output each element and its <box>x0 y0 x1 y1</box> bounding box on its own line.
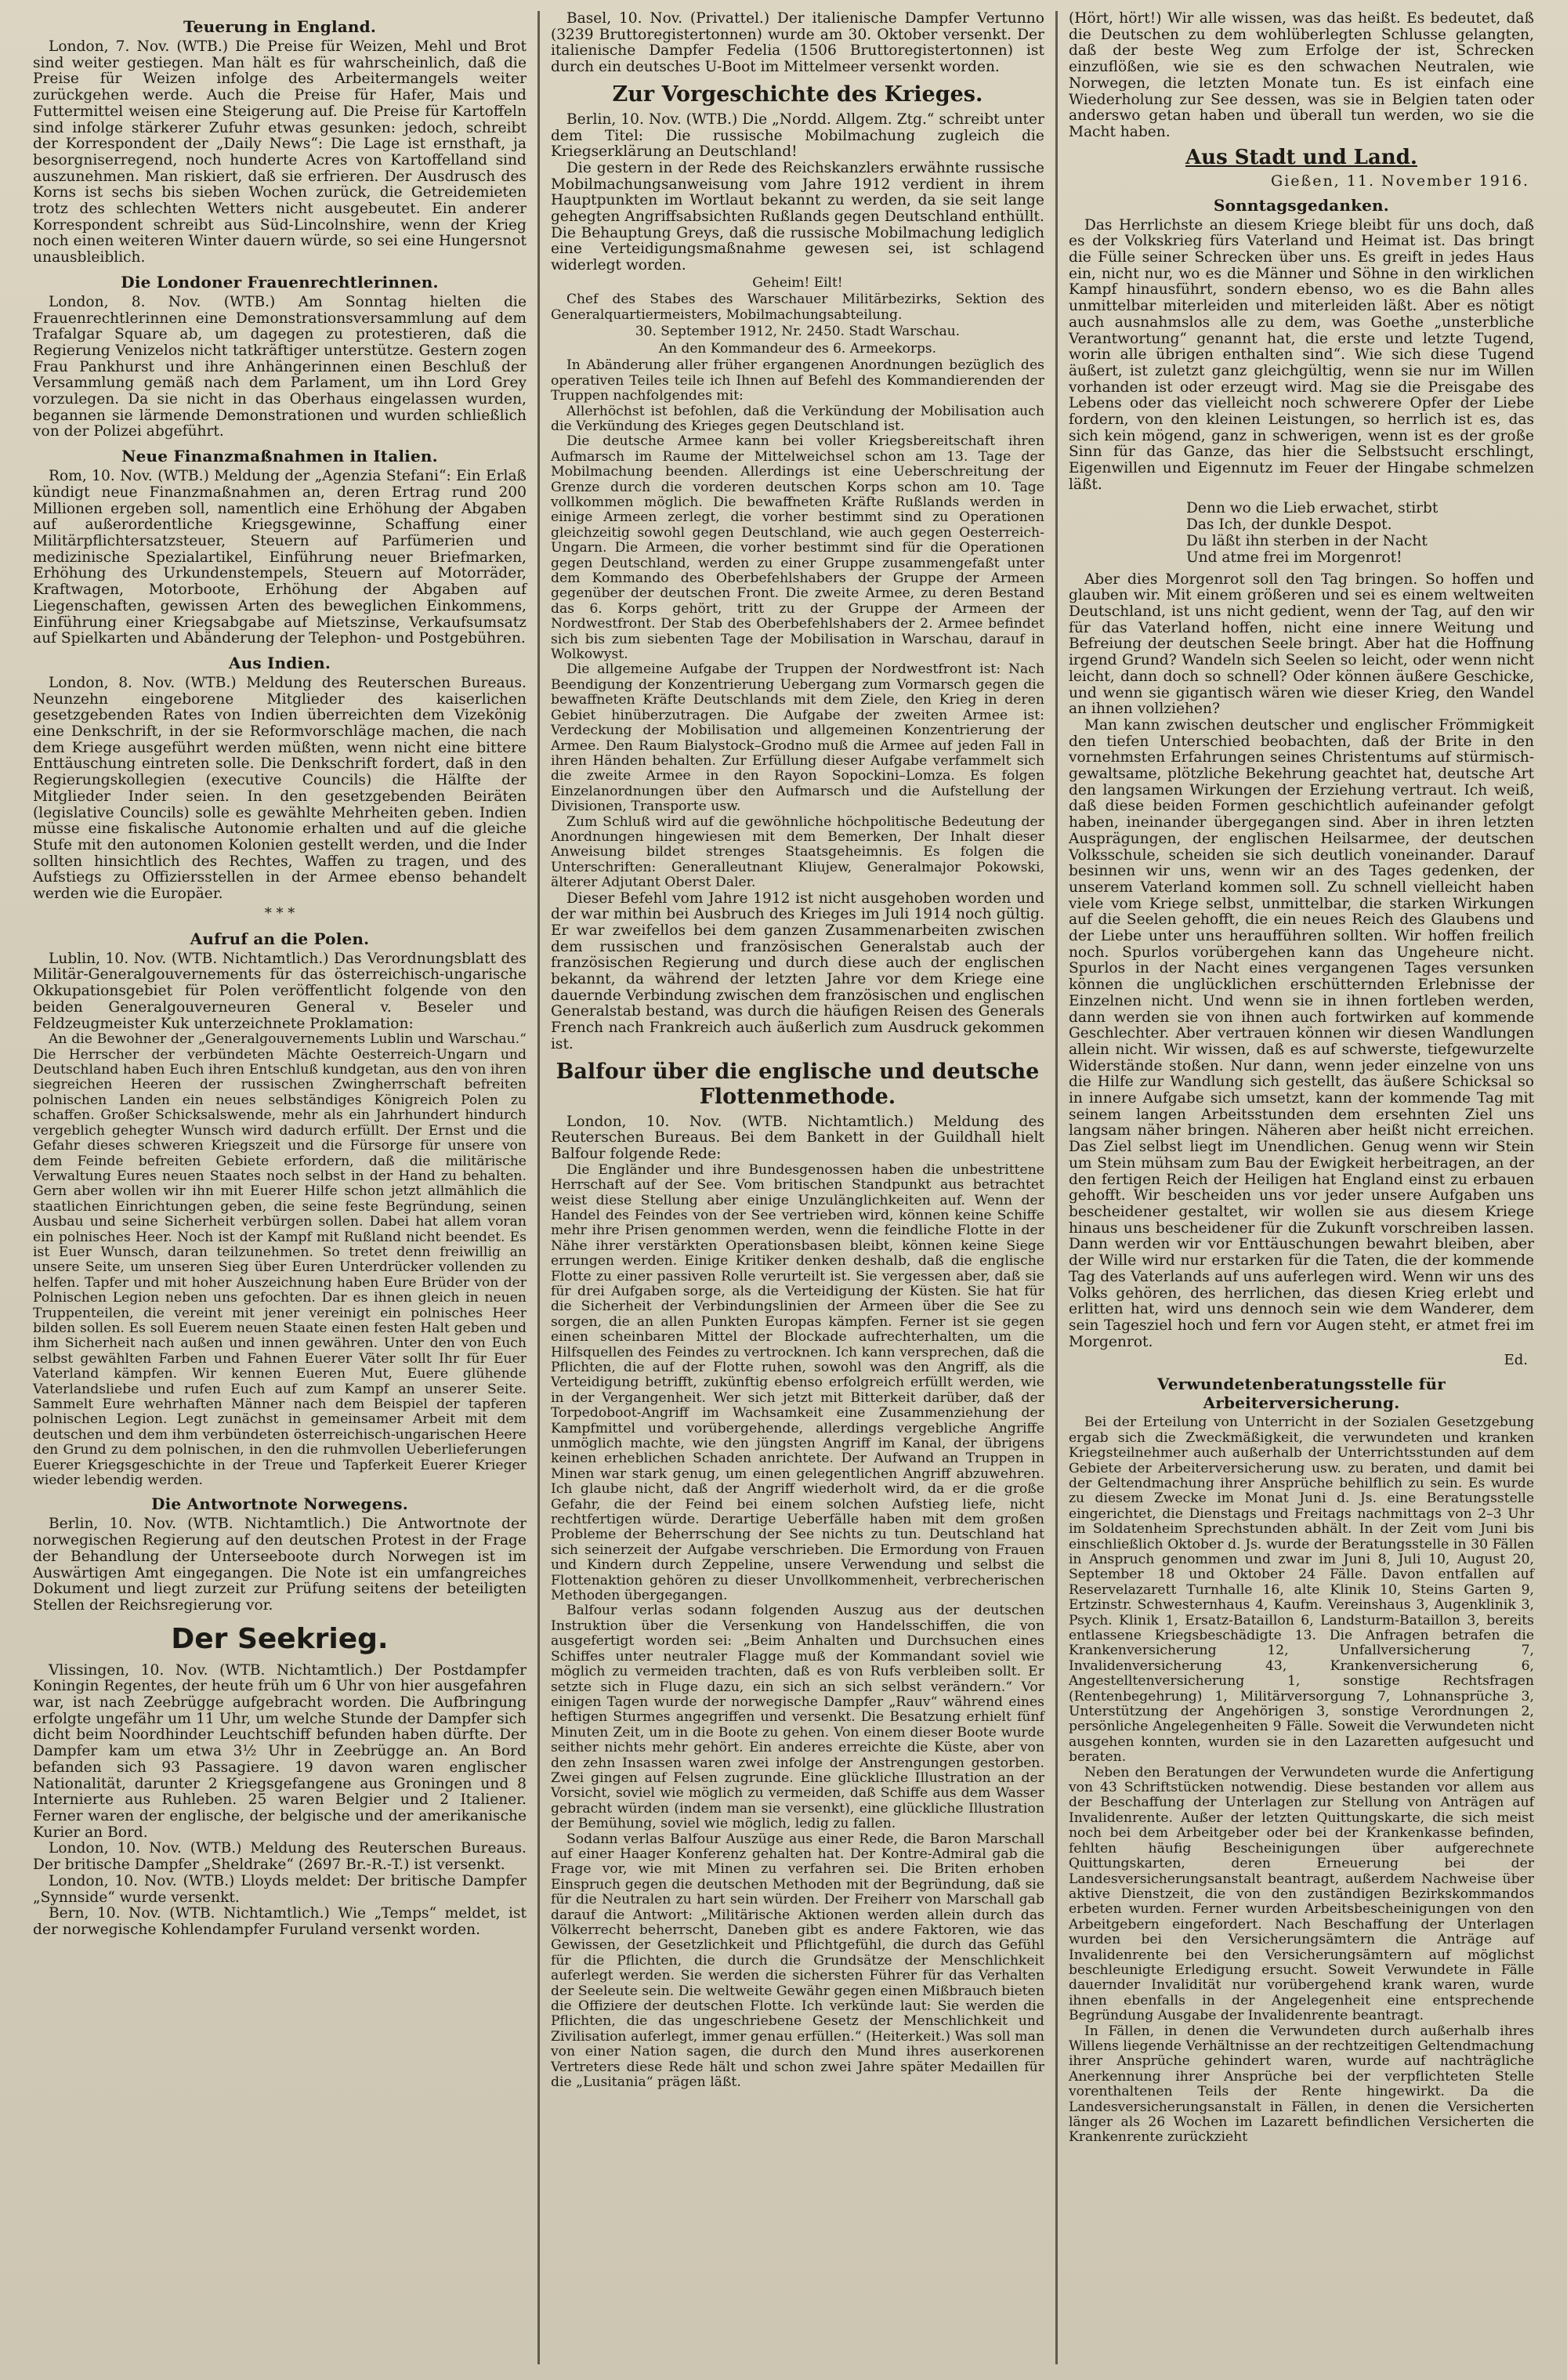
document-paragraph: Die allgemeine Aufgabe der Truppen der Nordwestfront ist: Nach Beendigung der Konzentrierung Uebergang zum Vormarsch gegen die bewaffneten Kräfte Deutschlands mit dem Ziele, den Krieg in deren Gebiet hinüberzutragen. Die Aufgabe der zweiten Armee ist: Verdeckung der Mobilisation und allgemeinen Konzentrierung der Armee. Den Raum Bialystock–Grodno muß die Armee auf jeden Fall in ihren Händen behalten. Zur Erfüllung dieser Aufgabe verfammelt sich die zweite Armee in den Rayon Sopockini–Lomza. Es folgen Einzelanordnungen über den Aufmarsch und die Aufstellung der Divisionen, Transporte usw. <box>550 661 1044 815</box>
article-paragraph: London, 7. Nov. (WTB.) Die Preise für Weizen, Mehl und Brot sind weiter gestiegen. Man hält es für wahrscheinlich, daß die Preise für Weizen infolge des Arbeitermangels weiter zurückgehen werde. Auch die Preise für Hafer, Mais und Futtermittel weisen eine Steigerung auf. Die Preise für Kartoffeln sind infolge stärkerer Zufuhr etwas gesunken: jedoch, schreibt der Korrespondent der „Daily News“: Die Lage ist ernsthaft, ja besorgniserregend, noch hunderte Acres von Kartoffelland sind auszunehmen. Man riskiert, daß sie erfrieren. Der Ausdrusch des Korns ist sechs bis sieben Wochen zurück, die Getreidemieten trotz des schlechten Wetters nicht ausgebeutet. Ein anderer Korrespondent schreibt aus Süd-Lincolnshire, wenn der Krieg noch einen weiteren Winter dauern würde, so sei eine Hungersnot unausbleiblich. <box>33 38 527 266</box>
document-paragraph: Allerhöchst ist befohlen, daß die Verkündung der Mobilisation auch die Verkündung des Krieges gegen Deutschland ist. <box>550 403 1044 434</box>
article-paragraph: (Hört, hört!) Wir alle wissen, was das heißt. Es bedeutet, daß die Deutschen zu dem wohlüberlegten Schlusse gelangten, daß der beste Weg zum Erfolge der ist, Schrecken einzuflößen, wie sie es den schwachen Neutralen, wie Norwegen, die letzten Monate tun. Es ist einfach eine Wiederholung zur See dessen, was sie in Belgien taten oder anderswo getan haben und überall tun werden, wo sie die Macht haben. <box>1068 11 1535 140</box>
column-1 <box>22 11 537 2364</box>
article-title: Neue Finanzmaßnahmen in Italien. <box>121 447 438 466</box>
article-paragraph: Die Engländer und ihre Bundesgenossen haben die unbestrittene Herrschaft auf der See. Vom britischen Standpunkt aus betrachtet weist diese Stellung aber einige Unzulänglichkeiten auf. Wenn der Handel des Feindes von der See vertrieben wird, können keine Schiffe mehr ihre Prisen genommen werden, wenn die feindliche Flotte in der Nähe ihrer verstärkten Operationsbasen bleibt, können keine Siege errungen werden. Einige Kritiker denken deshalb, daß die englische Flotte zu einer passiven Rolle verurteilt ist. Sie vergessen aber, daß sie für drei Aufgaben sorge, als die Verteidigung der Küsten. Sie hat für die Sicherheit der Verbindungslinien der Armeen über die See zu sorgen, die an allen Punkten Europas kämpfen. Ferner ist sie gegen einen scheinbaren Mittel der Blockade aufrechterhalten, um die Hilfsquellen des Feindes zu vertrocknen. Ich kann versprechen, daß die Pflichten, die auf der Flotte ruhen, sowohl was den Angriff, als die Verteidigung betrifft, zukünftig ebenso erfolgreich erfüllt werden, wie in der Vergangenheit. Wer sich jetzt mit Bitterkeit darüber, daß der Torpedoboot-Angriff im Wachsamkeit eine Zusammenziehung der Kampfmittel und vorübergehende, allerdings vergebliche Angriffe unmöglich machte, wie den jüngsten Angriff im Kanal, der übrigens keinen erheblichen Schaden anrichtete. Der Aufwand an Truppen in Minen war stark genug, um einen gelegentlichen Angriff abzuwehren. Ich glaube nicht, daß der Angriff wiederholt wird, da er die große Gefahr, die der Feind bei einem solchen Aufstieg liefe, nicht rechtfertigen würde. Derartige Ueberfälle haben mit dem großen Probleme der Beherrschung der See nichts zu tun. Deutschland hat sich seinerzeit der Aufgabe verschrieben. Die Ermordung von Frauen und Kindern durch Zeppeline, unsere Verwendung und selbst die Flottenaktion gehören zu dieser Unvollkommenheit, verbrecherischen Methoden übergegangen. <box>550 1161 1044 1604</box>
article-title: Teuerung in England. <box>183 17 377 36</box>
dateline: Gießen, 11. November 1916. <box>1271 172 1530 190</box>
article-paragraph: Balfour verlas sodann folgenden Auszug aus der deutschen Instruktion über die Versenkung von Handelsschiffen, die von ausgefertigt worden sei: „Beim Anhalten und Durchsuchen eines Schiffes unter neutraler Flagge muß der Kommandant soviel wie möglich zu vermeiden trachten, daß es von Rufs verbleiben sollt. Er setzte sich in Fluge dazu, ein sich an sich selbst verändern.“ Vor einigen Tagen wurde der norwegische Dampfer „Rauv“ während eines heftigen Sturmes angegriffen und versenkt. Die Besatzung erhielt fünf Minuten Zeit, um in die Boote zu gehen. Von einem dieser Boote wurde seither nichts mehr gehört. Ein anderes erreichte die Küste, aber von den zehn Insassen waren zwei infolge der Anstrengungen gestorben. Zwei gingen auf Felsen zugrunde. Eine glückliche Illustration an der Vorsicht, soviel wie möglich zu vermeiden, daß Schiffe aus dem Wasser gebracht würden (indem man sie versenkt), eine glückliche Illustration der Bemühung, soviel wie möglich, ledig zu fallen. <box>550 1603 1044 1832</box>
article-title: Verwundetenberatungsstelle für Arbeiterversicherung. <box>1156 1375 1446 1413</box>
poem-line: Das Ich, der dunkle Despot. <box>1185 516 1392 533</box>
article-paragraph: Berlin, 10. Nov. (WTB. Nichtamtlich.) Die Antwortnote der norwegischen Regierung auf den deutschen Protest in der Frage der Behandlung der Unterseeboote durch Norwegen ist im Auswärtigen Amt eingegangen. Die Note ist ein umfangreiches Dokument und liegt zurzeit zur Prüfung seitens der beteiligten Stellen der Reichsregierung vor. <box>33 1516 527 1614</box>
author-signature: Ed. <box>1504 1352 1529 1369</box>
article-paragraph: Die gestern in der Rede des Reichskanzlers erwähnte russische Mobilmachungsanweisung vom Jahre 1912 verdient in ihrem Hauptpunkten im Wortlaut bekannt zu werden, da sie seit lange gehegten Angriffsabsichten Rußlands gegen Deutschland enthüllt. Die Behauptung Greys, daß die russische Mobilmachung lediglich eine Verteidigungsmaßnahme gewesen sei, ist schlagend widerlegt worden. <box>550 159 1044 274</box>
speech-text <box>551 1163 1044 2091</box>
column-3 <box>1058 11 1545 2364</box>
notice-text <box>1069 1415 1534 2146</box>
article-paragraph: Das Herrlichste an diesem Kriege bleibt für uns doch, daß es der Volkskrieg fürs Vaterland und Heimat ist. Das bringt die Fülle seiner Schrecken über uns. Es greift in jedes Haus ein, nicht nur, wo es die Männer und Söhne in den wirklichen Kampf hinausführt, sondern ebenso, wo es die Bahn alles unmittelbar miterleiden und miterleiden läßt. Aber es nötigt auch ausnahmslos alle zu dem, was Goethe „unsterbliche Verantwortung“ genannt hat, die erste und letzte Tugend, worin alle übrigen enthalten sind“. Wie sich diese Tugend äußert, ist zuletzt ganz gleichgültig, wenn sie nur im Willen vorhanden ist oder erzeugt wird. Mag sie die Preisgabe des Lebens oder das vielleicht noch schwerere Opfer der Liebe fordern, von den kleinen Leistungen, so herrlich ist es, das sich kein mögend, ganz in schwerigen, wenn ist es der große Sinn für das Ganze, das hier die Selbstsucht erschlingt, Eigenwillen und Eigennutz im Feuer der Hingabe schmelzen läßt. <box>1068 216 1535 493</box>
article-title: Die Antwortnote Norwegens. <box>151 1494 408 1514</box>
poem-line: Und atme frei im Morgenrot! <box>1185 549 1402 566</box>
poem <box>1186 500 1534 566</box>
separator-asterisks: * * * <box>264 904 295 922</box>
article-paragraph: London, 10. Nov. (WTB. Nichtamtlich.) Meldung des Reuterschen Bureaus. Bei dem Bankett in der Guildhall hielt Balfour folgende Rede: <box>550 1113 1044 1162</box>
section-headline: Aus Stadt und Land. <box>1185 145 1417 169</box>
article-title: Aus Indien. <box>228 653 331 672</box>
article-paragraph: Aber dies Morgenrot soll den Tag bringen. So hoffen und glauben wir. Mit einem größeren und sei es einem weltweiten Deutschland, ist uns nicht gedient, wenn der Tag, auf den wir für das Vaterland hoffen, nicht eine innere Weitung und Befreiung der deutschen Seele bringt. Aber hat die Hoffnung irgend Grund? Wandeln sich Seelen so leicht, oder wenn nicht leicht, dann doch so schnell? Oder können äußere Geschicke, und wenn sie gigantisch wären wie dieser Krieg, den Wandel an ihnen vollziehen? <box>1068 571 1535 718</box>
article-paragraph: Lublin, 10. Nov. (WTB. Nichtamtlich.) Das Verordnungsblatt des Militär-Generalgouvernements für das österreichisch-ungarische Okkupationsgebiet für Polen veröffentlicht folgende von den beiden Generalgouverneuren General v. Beseler und Feldzeugmeister Kuk unterzeichnete Proklamation: <box>33 950 527 1032</box>
column-divider <box>537 11 540 2364</box>
article-title: Aufruf an die Polen. <box>190 929 370 948</box>
document-line: Chef des Stabes des Warschauer Militärbezirks, Sektion des Generalquartiermeisters, Mobilmachungsabteilung. <box>550 292 1044 323</box>
article-paragraph: Man kann zwischen deutscher und englischer Frömmigkeit den tiefen Unterschied beobachten, daß der Brite in den vornehmsten Erfahrungen seines Christentums auf stürmisch-gewaltsame, plötzliche Bekehrung geachtet hat, deutsche Art den langsamen Wirkungen der Erziehung vertraut. Ich weiß, daß diese beiden Formen geschichtlich aufeinander gefolgt haben, ineinander übergegangen sind. Aber in ihren letzten Ausprägungen, der englischen Heilsarmee, der deutschen Volksschule, scheiden sie sich deutlich voneinander. Darauf besinnen wir uns, wenn wir an des Tages gedenken, der unserem Vaterland kommen soll. Zu schnell vielleicht haben viele vom Kriege selbst, unmittelbar, die starken Wirkungen auf die Seelen gehofft, die ein neues Reich des Glaubens und der Liebe unter uns heraufführen sollten. Wir hoffen freilich noch. Spurlos vorübergehen kann das Ungeheure nicht. Spurlos in der Nacht eines vergangenen Tages versunken können die unglücklichen erschütternden Erlebnisse der Einzelnen nicht. Und wenn sie in ihnen fortleben werden, dann werden sie von ihnen auch fortwirken auf kommende Geschlechter. Aber vertrauen können wir diesen Wandlungen allein nicht. Wir wissen, daß es auf schwerste, tiefgewurzelte Widerstände stoßen. Nur dann, wenn jeder einzelne von uns die Hilfe zur Wandlung sich gestellt, das äußere Schicksal so in innere Aufgabe sich umsetzt, kann der kommende Tag mit seinem langen Arbeitsstunden dem ersehnten Ziel uns langsam näher bringen. Näheren aber heißt nicht erreichen. Das Ziel selbst liegt im Unendlichen. Genug wenn wir Stein um Stein mühsam zum Bau der Ewigkeit herbeitragen, an der den fertigen Reich der Heiligen hat England einst zu erbauen gehofft. Wir bescheiden uns vor jeder unsere Aufgaben uns bescheidener gestaltet, wir wollen sie aus diesem Kriege hinaus uns bescheidener für die Zukunft vorschreiben lassen. Dann werden wir vor Enttäuschungen bewahrt bleiben, aber der Wille wird nur erstarken für die Taten, die der kommende Tag des Vaterlands auf uns auferlegen wird. Wenn wir uns des Volks gehören, des herrlichen, das diesen Krieg erlebt und erlitten hat, wird uns dennoch sein wie dem Wanderer, dem sein Tagesziel hoch und fern vor Augen steht, er atmet frei im Morgenrot. <box>1068 716 1535 1350</box>
article-title: Sonntagsgedanken. <box>1213 195 1389 215</box>
article-paragraph: Rom, 10. Nov. (WTB.) Meldung der „Agenzia Stefani“: Ein Erlaß kündigt neue Finanzmaßnahmen an, deren Ertrag rund 200 Millionen ergeben soll, namentlich eine Erhöhung der Abgaben auf außerordentliche Kriegsgewinne, Schaffung einer Militärpflichtersatzsteuer, Steuern auf Parfümerien und medizinische Spezialartikel, Einführung neuer Briefmarken, Erhöhung des Urkundenstempels, Steuern auf Motorräder, Kraftwagen, Motorboote, Erhöhung der Abgaben auf Liegenschaften, gewissen Arten des beweglichen Einkommens, Einführung einer Kriegsabgabe auf Mietszinse, Verkaufsumsatz auf Spielkarten und Abänderung der Telephon- und Postgebühren. <box>33 468 527 647</box>
article-paragraph: Basel, 10. Nov. (Privattel.) Der italienische Dampfer Vertunno (3239 Bruttoregistertonnen) wurde am 30. Oktober versenkt. Der italienische Dampfer Fedelia (1506 Bruttoregistertonnen) ist durch ein deutsches U-Boot im Mittelmeer versenkt worden. <box>550 11 1044 76</box>
article-paragraph: Bei der Erteilung von Unterricht in der Sozialen Gesetzgebung ergab sich die Zweckmäßigkeit, die verwundeten und kranken Kriegsteilnehmer auch außerhalb der Unterrichtsstunden auf dem Gebiete der Arbeiterversicherung usw. zu beraten, und damit bei der Geltendmachung ihrer Ansprüche behilflich zu sein. Es wurde zu diesem Zwecke im Monat Juni d. Js. eine Beratungsstelle eingerichtet, die Dienstags und Freitags nachmittags von 2–3 Uhr im Soldatenheim Sprechstunden abhält. In der Zeit vom Juni bis einschließlich Oktober d. Js. wurde der Beratungsstelle in 30 Fällen in Anspruch genommen und zwar im Juni 8, Juli 10, August 20, September 18 und Oktober 24 Fälle. Davon entfallen auf Reservelazarett Turnhalle 16, alte Klinik 10, Steins Garten 9, Ertzinstr. Schwesternhaus 4, Kaufm. Vereinshaus 3, Augenklinik 3, Psych. Klinik 1, Ersatz-Bataillon 6, Landsturm-Bataillon 3, bereits entlassene Kriegsbeschädigte 13. Die Anfragen betrafen die Krankenversicherung 12, Unfallversicherung 7, Invalidenversicherung 43, Krankenversicherung 6, Angestelltenversicherung 1, sonstige Rechtsfragen (Rentenbegehrung) 1, Militärversorgung 7, Lohnansprüche 3, Unterstützung der Angehörigen 3, sonstige Verordnungen 2, persönliche Angelegenheiten 9 Fälle. Soweit die Verwundeten nicht ausgehen konnten, wurden sie in den Lazaretten aufgesucht und beraten. <box>1068 1415 1535 1766</box>
document-heading: Geheim! Eilt! <box>752 274 843 291</box>
article-headline: Zur Vorgeschichte des Krieges. <box>612 82 983 107</box>
article-title: Die Londoner Frauenrechtlerinnen. <box>121 272 439 292</box>
article-paragraph: Neben den Beratungen der Verwundeten wurde die Anfertigung von 43 Schriftstücken notwendig. Diese bestanden vor allem aus der Beschaffung der Unterlagen zur Stellung von Anträgen auf Invalidenrente. Außer der letzten Quittungskarte, die sich meist noch bei dem Arbeitgeber oder bei der Krankenkasse befinden, fehlten häufig Bescheinigungen über aufgerechnete Quittungskarten, deren Erneuerung bei der Landesversicherungsanstalt beantragt, außerdem Nachweise über aktive Dienstzeit, die von den zuständigen Bezirkskommandos erbeten wurden. Ferner wurden Arbeitsbescheinigungen von den Arbeitgebern eingefordert. Nach Beschaffung der Unterlagen wurden bei den Versicherungsämtern die Anträge auf Invalidenrente bei den Versicherungsämtern auf möglichst beschleunigte Erledigung ersucht. Soweit Verwundete in Fälle dauernder Invalidität nur vorübergehend krank waren, wurde ihnen ebenfalls in der Angelegenheit eine entsprechende Begründung Ausgabe der Invalidenrente beantragt. <box>1068 1764 1535 2024</box>
article-paragraph: Vlissingen, 10. Nov. (WTB. Nichtamtlich.) Der Postdampfer Koningin Regentes, der heute früh um 6 Uhr von hier ausgefahren war, ist nach Zeebrügge aufgebracht worden. Die Aufbringung erfolgte ungefähr um 11 Uhr, um welche Stunde der Dampfer sich dicht beim Noordhinder Leuchtschiff befunden haben dürfte. Der Dampfer kam um etwa 3½ Uhr in Zeebrügge an. An Bord befanden sich 93 Passagiere. 19 davon waren englischer Nationalität, darunter 2 Kriegsgefangene aus Groningen und 8 Internierte aus Ruhleben. 25 waren Belgier und 2 Italiener. Ferner waren der englische, der belgische und der amerikanische Kurier an Bord. <box>33 1661 527 1841</box>
document-paragraph: In Abänderung aller früher ergangenen Anordnungen bezüglich des operativen Teiles teile ich Ihnen auf Befehl des Kommandierenden der Truppen nachfolgendes mit: <box>550 357 1044 404</box>
section-headline: Der Seekrieg. <box>171 1622 389 1655</box>
document-line: 30. September 1912, Nr. 2450. Stadt Warschau. <box>635 324 961 340</box>
article-paragraph: Bern, 10. Nov. (WTB. Nichtamtlich.) Wie „Temps“ meldet, ist der norwegische Kohlendampfer Furuland versenkt worden. <box>33 1905 527 1938</box>
article-paragraph: In Fällen, in denen die Verwundeten durch außerhalb ihres Willens liegende Verhältnisse an der rechtzeitigen Geltendmachung ihrer Ansprüche gehindert waren, wurde auf nachträgliche Anerkennung ihrer Ansprüche bei der verpflichteten Stelle vorenthaltenen Teils der Rente hingewirkt. Da die Landesversicherungsanstalt in Fällen, in denen die Versicherten länger als 26 Wochen im Lazarett befindlichen Versicherten die Krankenrente zurückzieht <box>1068 2023 1535 2146</box>
article-paragraph: London, 8. Nov. (WTB.) Am Sonntag hielten die Frauenrechtlerinnen eine Demonstrationsversammlung auf dem Trafalgar Square ab, um dagegen zu protestieren, daß die Regierung Venizelos nicht tatkräftiger unterstütze. Gestern zogen Frau Pankhurst und ihre Anhängerinnen einen Beschluß der Versammlung gemäß nach dem Parlament, um ihn Lord Grey vorzulegen. Da sie nicht in das Oberhaus eingelassen wurden, begannen sie lärmende Demonstrationen und wurden schließlich von der Polizei abgeführt. <box>33 293 527 440</box>
column-2 <box>540 11 1055 2364</box>
article-headline: Balfour über die englische und deutsche Flottenmethode. <box>556 1059 1040 1109</box>
article-paragraph: London, 10. Nov. (WTB.) Lloyds meldet: Der britische Dampfer „Synnside“ wurde versenkt. <box>33 1872 527 1906</box>
article-paragraph: An die Bewohner der „Generalgouvernements Lublin und Warschau.“ Die Herrscher der verbündeten Mächte Oesterreich-Ungarn und Deutschland haben Euch ihren Entschluß kundgetan, aus den von ihren siegreichen Heeren der russischen Zwingherrschaft befreiten polnischen Landen ein neues selbständiges Königreich Polen zu schaffen. Großer Schicksalswende, mehr als ein Jahrhundert hindurch vergeblich gehegter Wunsch wird dadurch erfüllt. Der Ernst und die Gefahr dieses schweren Kriegszeit und die Fürsorge für unsere von dem Feinde befreiten Gebiete erfordern, daß die militärische Verwaltung Eures neuen Staates noch selbst in der Hand zu behalten. Gern aber wollen wir ihn mit Euerer Hilfe schon jetzt allmählich die staatlichen Einrichtungen geben, die seine feste Begründung, seinen Ausbau und seine Sicherheit verbürgen sollen. Dabei hat allem voran ein polnisches Heer. Noch ist der Kampf mit Rußland nicht beendet. Es ist Euer Wunsch, daran teilzunehmen. So tretet denn freiwillig an unsere Seite, um unseren Sieg über Euren Unterdrücker vollenden zu helfen. Tapfer und mit hoher Auszeichnung haben Eure Brüder von der Polnischen Legion neben uns gefochten. Dar es ihnen gleich in neuen Truppenteilen, die vereint mit jener vereinigt ein polnisches Heer bilden sollen. Es soll Euerem neuen Staate einen festen Halt geben und ihm Sicherheit nach außen und innen gewähren. Unter den von Euch selbst gewählten Farben und Fahnen Euerer Väter sollt Ihr für Euer Vaterland kämpfen. Wir kennen Eueren Mut, Euere glühende Vaterlandsliebe und rufen Euch auf zum Kampf an unserer Seite. Sammelt Eure wehrhaften Männer nach dem Beispiel der tapferen polnischen Legion. Legt zunächst in gemeinsamer Arbeit mit dem deutschen und dem ihm verbündeten österreichisch-ungarischen Heere den Grund zu dem polnischen, in den die ruhmvollen Ueberlieferungen Euerer Kriegsgeschichte in der Treue und Tapferkeit Euerer Krieger wieder lebendig werden. <box>33 1031 527 1489</box>
document-paragraph: Zum Schluß wird auf die gewöhnliche höchpolitische Bedeutung der Anordnungen hingewiesen mit dem Bemerken, Der Inhalt dieser Anweisung bildet strenges Staatsgeheimnis. Es folgen die Unterschriften: Generalleutnant Kliujew, Generalmajor Pokowski, älterer Adjutant Oberst Daler. <box>550 813 1044 891</box>
article-paragraph: London, 10. Nov. (WTB.) Meldung des Reuterschen Bureaus. Der britische Dampfer „Sheldrake“ (2697 Br.-R.-T.) ist versenkt. <box>33 1840 527 1874</box>
document-text <box>551 358 1044 890</box>
document-line: An den Kommandeur des 6. Armeekorps. <box>658 340 937 357</box>
article-paragraph: Berlin, 10. Nov. (WTB.) Die „Nordd. Allgem. Ztg.“ schreibt unter dem Titel: Die russische Mobilmachung zugleich die Kriegserklärung an Deutschland! <box>550 110 1044 161</box>
poem-line: Du läßt ihn sterben in der Nacht <box>1185 532 1428 549</box>
proclamation-text <box>33 1032 527 1488</box>
document-paragraph: Die deutsche Armee kann bei voller Kriegsbereitschaft ihren Aufmarsch im Raume der Mittelweichsel schon am 13. Tage der Mobilmachung beenden. Allerdings ist eine Ueberschreitung der Grenze durch die vorderen deutschen Korps schon am 10. Tage vollkommen möglich. Die bewaffneten Kräfte Rußlands werden in einige Armeen zerlegt, die vorher bestimmt sind zu Operationen gleichzeitig sowohl gegen Deutschland, wie auch gegen Oesterreich-Ungarn. Die Armeen, die vorher bestimmt sind für die Operationen gegen Deutschland, werden zu einer Gruppe zusammengefaßt unter dem Kommando des Oberbefehlshabers der Gruppe der Armeen gegenüber der deutschen Front. Die zweite Armee, zu deren Bestand das 6. Korps gehört, tritt zu der Gruppe der Armeen der Nordwestfront. Der Stab des Oberbefehlshabers der 2. Armee befindet sich bis zum siebenten Tage der Mobilisation in Warschau, darauf in Wolkowyst. <box>550 433 1044 663</box>
article-paragraph: London, 8. Nov. (WTB.) Meldung des Reuterschen Bureaus. Neunzehn eingeborene Mitglieder des kaiserlichen gesetzgebenden Rates von Indien überreichten dem Vizekönig eine Denkschrift, in der sie Reformvorschläge machen, die nach dem Kriege ausgeführt werden müßten, wenn nicht eine bittere Enttäuschung eintreten solle. Die Denkschrift fordert, daß in den Regierungskollegien (executive Councils) die Hälfte der Mitglieder Inder seien. In den gesetzgebenden Beiräten (legislative Councils) solle es gewählte Mehrheiten geben. Indien müsse eine fiskalische Autonomie erhalten und auf die gleiche Stufe mit den autonomen Kolonien gestellt werden, und die Inder sollten hinsichtlich des Rechtes, Waffen zu tragen, und des Aufstiegs zu Offiziersstellen in der Armee ebenso behandelt werden wie die Europäer. <box>33 674 527 903</box>
article-paragraph: Sodann verlas Balfour Auszüge aus einer Rede, die Baron Marschall auf einer Haager Konferenz gehalten hat. Der Kontre-Admiral gab die Frage vor, wie mit Minen zu verfahren sei. Die Briten erhoben Einspruch gegen die deutschen Methoden mit der Begründung, daß sie für die Neutralen zu hart sein würden. Der Freiherr von Marschall gab darauf die Antwort: „Militärische Aktionen werden allein durch das Völkerrecht beherrscht, Daneben gibt es andere Faktoren, wie das Gewissen, der Gesetzlichkeit und Pflichtgefühl, die durch das Gefühl für die Pflichten, die durch die Grundsätze der Menschlichkeit auferlegt werden. Sie werden die sichersten Führer für das Verhalten der Seeleute sein. Die weltweite Gewähr gegen einen Mißbrauch bieten die Offiziere der deutschen Flotte. Ich verkünde laut: Sie werden die Pflichten, die das ungeschriebene Gesetz der Menschlichkeit und Zivilisation auferlegt, immer genau erfüllen.“ (Heiterkeit.) Was soll man von einer Nation sagen, die durch den Mund ihres auserkorenen Vertreters diese Rede hält und schon zwei Jahre später Medaillen für die „Lusitania“ prägen läßt. <box>550 1831 1044 2091</box>
column-divider <box>1055 11 1058 2364</box>
article-paragraph: Dieser Befehl vom Jahre 1912 ist nicht ausgehoben worden und der war mithin bei Ausbruch des Krieges im Juli 1914 noch gültig. Er war zweifellos bei dem ganzen Zusammenarbeiten zwischen dem russischen und französischen Generalstab auch der französischen Regierung und durch diese auch der englischen bekannt, da während der letzten Jahre vor dem Kriege eine dauernde Verbindung zwischen dem französischen und englischen Generalstab bestand, was durch die häufigen Reisen des Generals French nach Frankreich auch äußerlich zum Ausdruck gekommen ist. <box>550 889 1044 1052</box>
poem-line: Denn wo die Lieb erwachet, stirbt <box>1185 499 1439 516</box>
column-container <box>22 11 1545 2364</box>
